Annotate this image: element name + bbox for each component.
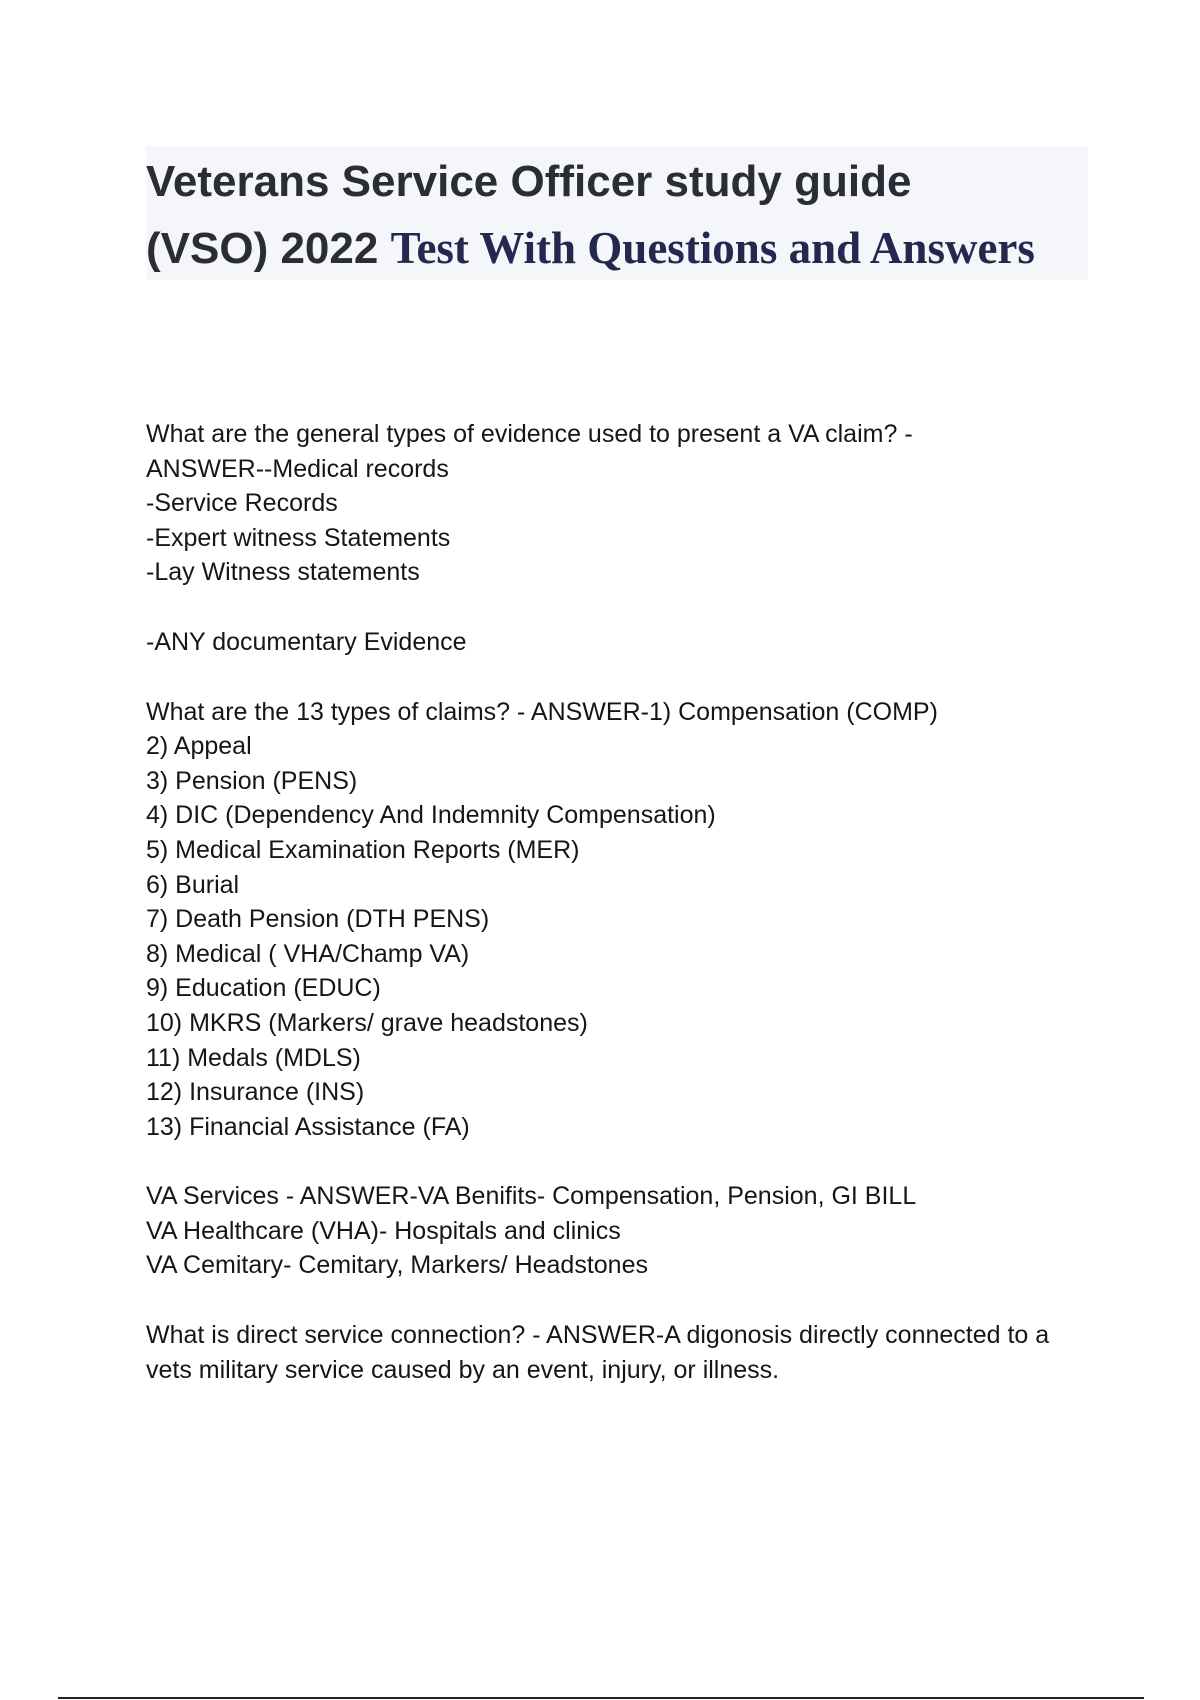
answer-line: -Service Records <box>146 489 338 518</box>
title-line-2 <box>146 215 1088 282</box>
title-line-1: Veterans Service Officer study guide <box>146 157 912 206</box>
document-title <box>146 146 1088 280</box>
list-item: 3) Pension (PENS) <box>146 766 358 795</box>
title-year: (VSO) 2022 <box>146 224 391 273</box>
answer-line: -Expert witness Statements <box>146 523 451 552</box>
list-item: 5) Medical Examination Reports (MER) <box>146 835 580 864</box>
list-item: 13) Financial Assistance (FA) <box>146 1112 470 1141</box>
question-answer-text: What is direct service connection? - ANSWER-A digonosis directly connected to a vets military service caused by an event, injury, or illness. <box>146 1321 1050 1384</box>
title-subtitle: Test With Questions and Answers <box>390 223 1035 273</box>
qa-claim-types <box>146 695 1086 1145</box>
answer-line: -Lay Witness statements <box>146 558 420 587</box>
qa-va-services <box>146 1179 1086 1283</box>
qa-direct-service-connection <box>146 1318 1086 1387</box>
blank-line <box>146 590 1086 625</box>
question-line: VA Services - ANSWER-VA Benifits- Compensation, Pension, GI BILL <box>146 1182 917 1211</box>
list-item: 2) Appeal <box>146 732 252 761</box>
list-item: 8) Medical ( VHA/Champ VA) <box>146 939 470 968</box>
answer-line: VA Cemitary- Cemitary, Markers/ Headstones <box>146 1251 648 1280</box>
list-item: 4) DIC (Dependency And Indemnity Compensation) <box>146 801 716 830</box>
list-item: 11) Medals (MDLS) <box>146 1043 361 1072</box>
answer-line: VA Healthcare (VHA)- Hospitals and clinics <box>146 1216 621 1245</box>
list-item: 10) MKRS (Markers/ grave headstones) <box>146 1008 588 1037</box>
answer-line: ANSWER--Medical records <box>146 454 449 483</box>
footer-divider <box>58 1697 1144 1699</box>
question-line: What are the 13 types of claims? - ANSWER-1) Compensation (COMP) <box>146 697 938 726</box>
list-item: 12) Insurance (INS) <box>146 1078 365 1107</box>
answer-line: -ANY documentary Evidence <box>146 627 467 656</box>
list-item: 9) Education (EDUC) <box>146 974 381 1003</box>
list-item: 6) Burial <box>146 870 240 899</box>
qa-content <box>146 417 1086 1422</box>
qa-evidence-types <box>146 417 1086 660</box>
list-item: 7) Death Pension (DTH PENS) <box>146 905 490 934</box>
question-line: What are the general types of evidence used to present a VA claim? - <box>146 420 913 448</box>
